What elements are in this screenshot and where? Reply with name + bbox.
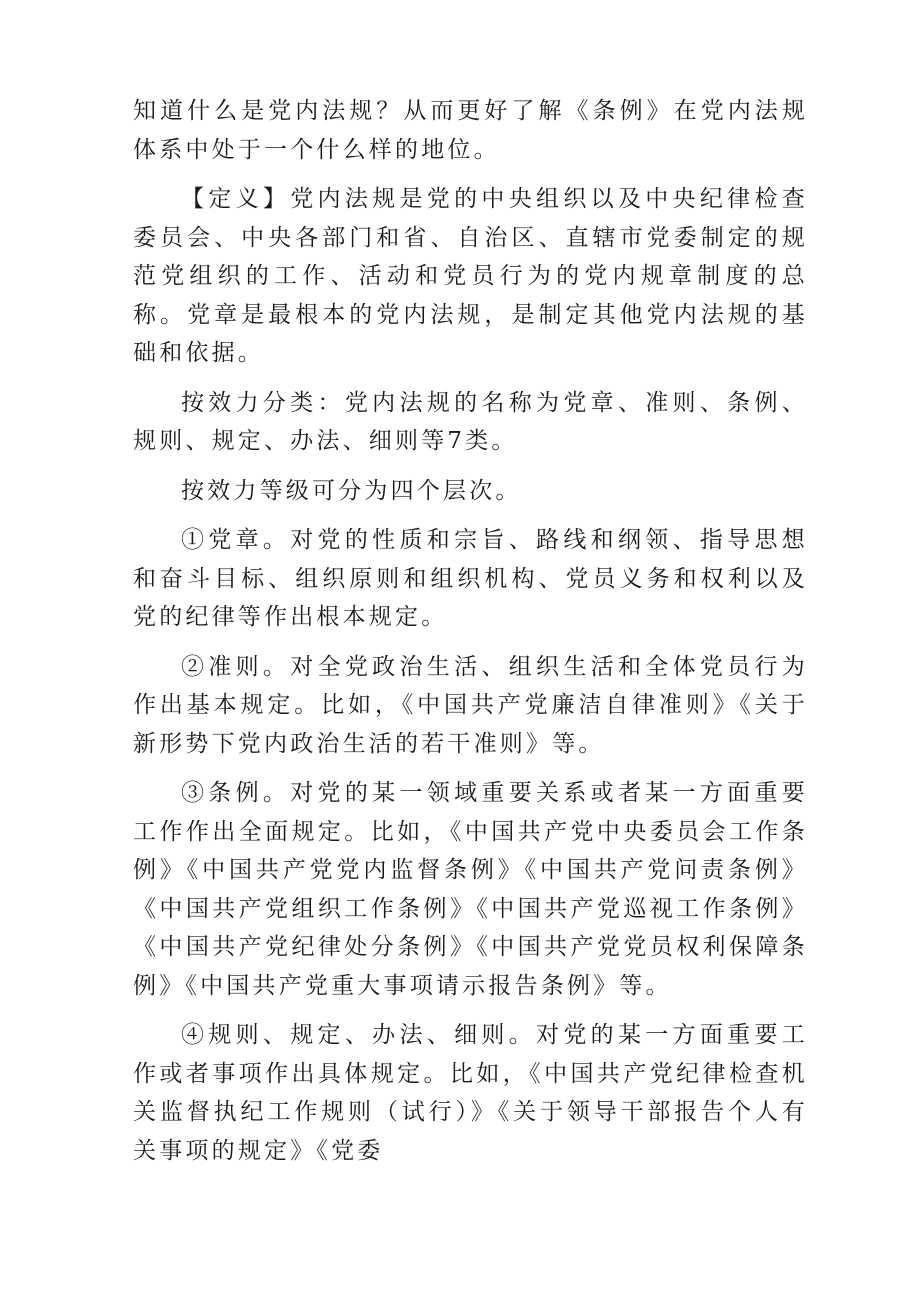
paragraph-classification: 按效力分类：党内法规的名称为党章、准则、条例、规则、规定、办法、细则等7类。 [133, 389, 808, 454]
paragraph-regulations: ③条例。对党的某一领域重要关系或者某一方面重要工作作出全面规定。比如，《中国共产党中央委员会工作条例》《中国共产党党内监督条例》《中国共产党问责条例》《中国共产党组织工作条例》《中国共产党巡视工作条例》《中国共产党纪律处分条例》《中国共产党党员权利保障条例》《中国共产党重大事项请示报告条例》等。 [133, 780, 808, 999]
document-body [133, 92, 808, 1181]
paragraph-party-constitution: ①党章。对党的性质和宗旨、路线和纲领、指导思想和奋斗目标、组织原则和组织机构、党员义务和权利以及党的纪律等作出根本规定。 [133, 527, 808, 630]
paragraph-definition: 【定义】党内法规是党的中央组织以及中央纪律检查委员会、中央各部门和省、自治区、直辖市党委制定的规范党组织的工作、活动和党员行为的党内规章制度的总称。党章是最根本的党内法规，是制定其他党内法规的基础和依据。 [133, 186, 808, 366]
paragraph-guidelines: ②准则。对全党政治生活、组织生活和全体党员行为作出基本规定。比如，《中国共产党廉洁自律准则》《关于新形势下党内政治生活的若干准则》等。 [133, 653, 808, 757]
paragraph-intro: 知道什么是党内法规？从而更好了解《条例》在党内法规体系中处于一个什么样的地位。 [133, 98, 808, 163]
paragraph-rules: ④规则、规定、办法、细则。对党的某一方面重要工作或者事项作出具体规定。比如，《中国共产党纪律检查机关监督执纪工作规则（试行）》《关于领导干部报告个人有关事项的规定》《党委 [133, 1022, 808, 1164]
paragraph-levels: 按效力等级可分为四个层次。 [181, 477, 522, 504]
